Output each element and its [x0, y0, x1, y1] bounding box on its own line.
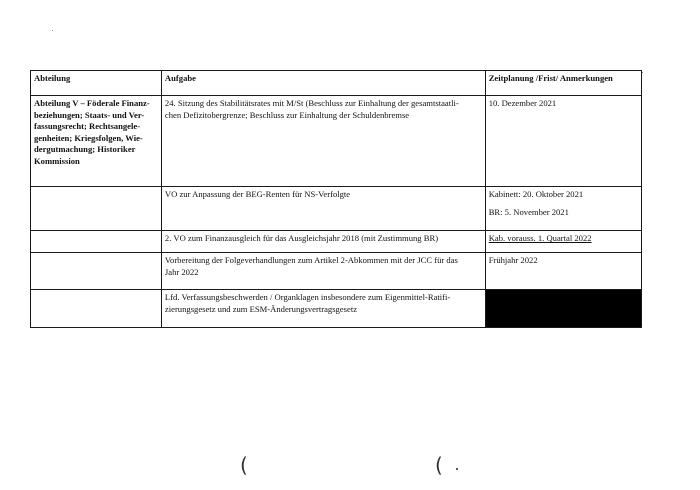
- cell-aufgabe: VO zur Anpassung der BEG-Renten für NS-Verfolgte: [161, 187, 485, 231]
- header-zeitplanung: Zeitplanung /Frist/ Anmerkungen: [485, 71, 641, 96]
- cell-abteilung: [31, 231, 162, 253]
- cell-zeitplanung: Frühjahr 2022: [485, 253, 641, 290]
- cell-abteilung: [31, 187, 162, 231]
- table-row: [31, 96, 642, 187]
- cell-zeitplanung: Kabinett: 20. Oktober 2021 BR: 5. November 2021: [485, 187, 641, 231]
- scan-speck: [642, 72, 643, 73]
- table-row: [31, 187, 642, 231]
- cell-aufgabe: Vorbereitung der Folgeverhandlungen zum Artikel 2-Abkommen mit der JCC für das Jahr 2022: [161, 253, 485, 290]
- scan-speck: [456, 468, 458, 470]
- footer-mark-left: (: [240, 453, 248, 477]
- cell-abteilung: [31, 96, 162, 187]
- cell-aufgabe: 24. Sitzung des Stabilitätsrates mit M/St (Beschluss zur Einhaltung der gesamtstaatli- chen Defizitobergrenze; Beschluss zur Einhaltung der Schuldenbremse: [161, 96, 485, 187]
- cell-zeitplanung: Kab. vorauss. 1. Quartal 2022: [485, 231, 641, 253]
- cell-abteilung: [31, 290, 162, 328]
- footer-mark-right: (: [435, 453, 443, 477]
- planning-table: [30, 70, 642, 328]
- abteilung-text: Abteilung V – Föderale Finanz- beziehungen; Staats- und Ver- fassungsrecht; Rechtsangele- genheiten; Kriegsfolgen, Wie- dergutmachung; Historiker Kommission: [34, 98, 150, 166]
- cell-abteilung: [31, 253, 162, 290]
- cell-aufgabe: 2. VO zum Finanzausgleich für das Ausgleichsjahr 2018 (mit Zustimmung BR): [161, 231, 485, 253]
- cell-aufgabe: Lfd. Verfassungsbeschwerden / Organklagen insbesondere zum Eigenmittel-Ratifi- zierungsgesetz und zum ESM-Änderungsvertragsgesetz: [161, 290, 485, 328]
- redacted-block: [485, 290, 641, 328]
- cell-zeitplanung: 10. Dezember 2021: [485, 96, 641, 187]
- scan-speck: [52, 30, 53, 31]
- table-row: [31, 231, 642, 253]
- table-row: [31, 253, 642, 290]
- header-aufgabe: Aufgabe: [161, 71, 485, 96]
- header-abteilung: Abteilung: [31, 71, 162, 96]
- table-header-row: [31, 71, 642, 96]
- table-row: [31, 290, 642, 328]
